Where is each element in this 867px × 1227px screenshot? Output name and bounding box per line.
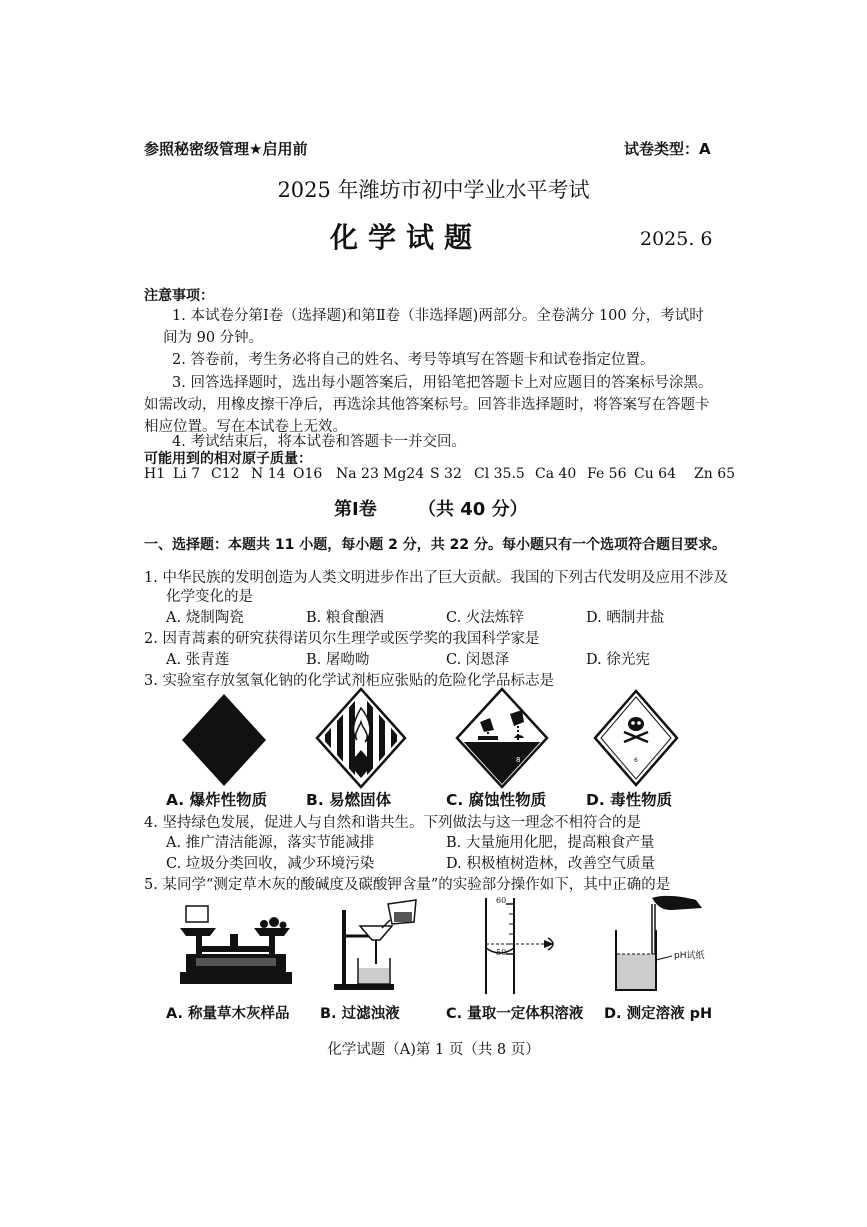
option-b: B. 粮食酿酒 (306, 610, 384, 626)
exam-title: 2025 年潍坊市初中学业水平考试 (277, 178, 590, 202)
balance-scale-figure (176, 900, 296, 992)
measuring-cylinder-figure (478, 896, 578, 996)
cylinder-scale-60: 60 (496, 896, 507, 905)
atomic-mass-item: Zn 65 (694, 466, 736, 482)
option-a: A. 张青莲 (166, 652, 230, 668)
notes-line: 如需改动，用橡皮擦干净后，再选涂其他答案标号。回答非选择题时，将答案写在答题卡 (144, 397, 710, 413)
page-footer: 化学试题（A)第 1 页（共 8 页） (327, 1042, 540, 1058)
hazard-label-d: D. 毒性物质 (586, 791, 673, 809)
option-d: D. 徐光宪 (586, 652, 650, 668)
option-c: C. 火法炼锌 (446, 610, 524, 626)
atomic-mass-item: N 14 (251, 466, 286, 482)
volume-score: （共 40 分） (418, 499, 528, 520)
hazard-label-c: C. 腐蚀性物质 (446, 791, 547, 809)
atomic-mass-item: Cl 35.5 (474, 466, 525, 482)
atomic-mass-item: S 32 (430, 466, 462, 482)
atomic-mass-item: Cu 64 (634, 466, 676, 482)
question-stem: 4. 坚持绿色发展，促进人与自然和谐共生。下列做法与这一理念不相符合的是 (144, 815, 641, 831)
atomic-mass-item: Fe 56 (587, 466, 627, 482)
confidentiality-label: 参照秘密级管理★启用前 (144, 140, 308, 158)
atomic-mass-heading: 可能用到的相对原子质量： (144, 451, 312, 467)
volume-title: 第Ⅰ卷 (334, 499, 377, 520)
option-c: C. 闵恩泽 (446, 652, 510, 668)
notes-line: 1. 本试卷分第Ⅰ卷（选择题)和第Ⅱ卷（非选择题)两部分。全卷满分 100 分，考试时 (172, 308, 704, 324)
question-stem: 化学变化的是 (166, 589, 253, 605)
operation-label-d: D. 测定溶液 pH (604, 1006, 713, 1022)
atomic-mass-item: Li 7 (173, 466, 201, 482)
option-b: B. 大量施用化肥，提高粮食产量 (446, 835, 655, 851)
section-instructions: 一、选择题：本题共 11 小题，每小题 2 分，共 22 分。每小题只有一个选项符合题目要求。 (144, 537, 726, 553)
svg-text:8: 8 (516, 756, 521, 764)
atomic-mass-item: C12 (211, 466, 240, 482)
option-d: D. 晒制井盐 (586, 610, 665, 626)
atomic-mass-item: O16 (293, 466, 323, 482)
notes-line: 相应位置。写在本试卷上无效。 (144, 419, 347, 435)
option-b: B. 屠呦呦 (306, 652, 370, 668)
option-d: D. 积极植树造林，改善空气质量 (446, 856, 655, 872)
exam-date: 2025. 6 (640, 228, 713, 250)
option-a: A. 烧制陶瓷 (166, 610, 244, 626)
notes-line: 2. 答卷前，考生务必将自己的姓名、考号等填写在答题卡和试卷指定位置。 (172, 352, 655, 368)
cylinder-scale-50: 50 (496, 948, 507, 957)
question-stem: 1. 中华民族的发明创造为人类文明进步作出了巨大贡献。我国的下列古代发明及应用不涉及 (144, 570, 728, 586)
hazard-label-a: A. 爆炸性物质 (166, 791, 268, 809)
option-c: C. 垃圾分类回收，减少环境污染 (166, 856, 375, 872)
operation-label-c: C. 量取一定体积溶液 (446, 1006, 584, 1022)
svg-text:6: 6 (634, 757, 638, 764)
paper-type-label: 试卷类型：A (624, 140, 711, 158)
operation-label-b: B. 过滤浊液 (320, 1006, 400, 1022)
toxic-sign (594, 690, 678, 786)
question-stem: 5. 某同学“测定草木灰的酸碱度及碳酸钾含量”的实验部分操作如下，其中正确的是 (144, 877, 671, 893)
atomic-mass-item: H1 (144, 466, 166, 482)
hazard-label-b: B. 易燃固体 (306, 791, 392, 809)
notes-line: 3. 回答选择题时，选出每小题答案后，用铅笔把答题卡上对应题目的答案标号涂黑。 (172, 375, 713, 391)
atomic-mass-item: Na 23 (336, 466, 379, 482)
notes-heading: 注意事项： (144, 288, 214, 304)
question-stem: 3. 实验室存放氢氧化钠的化学试剂柜应张贴的危险化学品标志是 (144, 673, 554, 689)
atomic-mass-item: Ca 40 (535, 466, 577, 482)
notes-line: 4. 考试结束后，将本试卷和答题卡一并交回。 (172, 434, 466, 450)
option-a: A. 推广清洁能源，落实节能减排 (166, 835, 375, 851)
subject-title: 化学试题 (330, 221, 483, 254)
explosive-hazard-sign (180, 692, 268, 788)
filtration-figure (330, 900, 450, 992)
atomic-mass-item: Mg24 (383, 466, 425, 482)
corrosive-sign (456, 688, 548, 788)
operation-label-a: A. 称量草木灰样品 (166, 1006, 290, 1022)
ph-paper-label: pH试纸 (674, 951, 705, 961)
notes-line: 间为 90 分钟。 (163, 330, 264, 346)
flammable-solid-sign (317, 688, 405, 788)
ph-test-figure (612, 894, 716, 994)
question-stem: 2. 因青蒿素的研究获得诺贝尔生理学或医学奖的我国科学家是 (144, 631, 540, 647)
